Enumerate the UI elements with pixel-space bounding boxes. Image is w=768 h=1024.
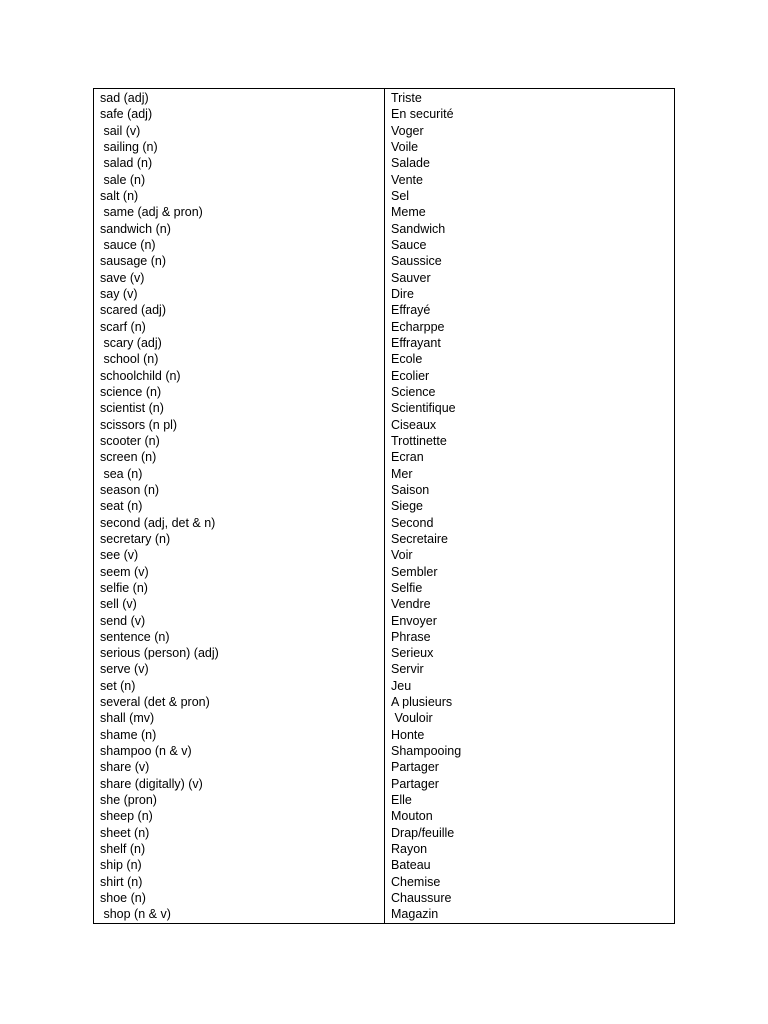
french-translation: Sandwich <box>391 221 446 236</box>
french-translation: Saussice <box>391 254 442 269</box>
english-term: share (v) <box>100 760 150 775</box>
french-translation: Phrase <box>391 629 431 644</box>
english-term: second (adj, det & n) <box>100 515 216 530</box>
french-translation: Serieux <box>391 646 434 661</box>
english-term: sandwich (n) <box>100 221 171 236</box>
french-translation: Siege <box>391 499 423 514</box>
english-term: sell (v) <box>100 597 137 612</box>
french-translation: Envoyer <box>391 613 437 628</box>
french-translation: Ciseaux <box>391 417 437 432</box>
french-translation: Jeu <box>391 678 412 693</box>
french-translation: Shampooing <box>391 744 462 759</box>
english-term: share (digitally) (v) <box>100 776 203 791</box>
english-term: say (v) <box>100 286 138 301</box>
french-translation: Science <box>391 384 436 399</box>
french-translation: Servir <box>391 662 424 677</box>
english-term: school (n) <box>100 352 159 367</box>
english-term: salt (n) <box>100 188 139 203</box>
french-column <box>385 89 674 923</box>
english-term: shelf (n) <box>100 842 146 857</box>
french-translation: Sel <box>391 188 410 203</box>
french-translation: Voir <box>391 548 413 563</box>
french-translation: Voile <box>391 139 419 154</box>
english-term: save (v) <box>100 270 145 285</box>
french-translation: Salade <box>391 156 430 171</box>
english-term: seem (v) <box>100 564 149 579</box>
english-term: sauce (n) <box>100 237 156 252</box>
english-term: scared (adj) <box>100 303 166 318</box>
english-term: sad (adj) <box>100 91 149 105</box>
french-translation: Selfie <box>391 580 423 595</box>
french-translation: Meme <box>391 205 426 220</box>
french-translation: Chemise <box>391 874 441 889</box>
english-term: sausage (n) <box>100 254 167 269</box>
english-term: see (v) <box>100 548 139 563</box>
french-translation: Dire <box>391 286 414 301</box>
english-term: several (det & pron) <box>100 695 210 710</box>
french-translation: Partager <box>391 760 439 775</box>
french-translation: Vente <box>391 172 423 187</box>
english-term: selfie (n) <box>100 580 148 595</box>
english-term: sail (v) <box>100 123 141 138</box>
english-term: sailing (n) <box>100 139 158 154</box>
english-term: sheep (n) <box>100 809 153 824</box>
french-translation: Bateau <box>391 858 431 873</box>
english-term: scooter (n) <box>100 433 160 448</box>
french-translation: Saison <box>391 482 430 497</box>
french-translation: Rayon <box>391 842 428 857</box>
english-term: sale (n) <box>100 172 146 187</box>
french-translation: En securité <box>391 107 454 122</box>
english-term: scary (adj) <box>100 335 162 350</box>
english-term: she (pron) <box>100 793 157 808</box>
english-term: safe (adj) <box>100 107 153 122</box>
french-translation: Mouton <box>391 809 433 824</box>
french-translation: Ecolier <box>391 368 430 383</box>
french-translation: Vouloir <box>391 711 433 726</box>
vocabulary-table <box>93 88 675 924</box>
english-term: same (adj & pron) <box>100 205 203 220</box>
french-translation: Second <box>391 515 434 530</box>
french-translation: Sembler <box>391 564 438 579</box>
english-term: ship (n) <box>100 858 142 873</box>
english-term: shoe (n) <box>100 891 146 906</box>
english-term: send (v) <box>100 613 146 628</box>
english-column <box>94 89 385 923</box>
french-translation: Trottinette <box>391 433 447 448</box>
english-term: schoolchild (n) <box>100 368 181 383</box>
english-term: sheet (n) <box>100 825 150 840</box>
french-translation: Elle <box>391 793 412 808</box>
english-term: sea (n) <box>100 466 143 481</box>
english-term: serious (person) (adj) <box>100 646 219 661</box>
english-term: sentence (n) <box>100 629 170 644</box>
french-translation: Honte <box>391 727 425 742</box>
french-translation: A plusieurs <box>391 695 453 710</box>
french-translation: Mer <box>391 466 413 481</box>
english-term: seat (n) <box>100 499 143 514</box>
french-translation: Sauce <box>391 237 427 252</box>
french-translation: Secretaire <box>391 531 448 546</box>
french-translation: Voger <box>391 123 424 138</box>
english-term: season (n) <box>100 482 160 497</box>
french-translation: Ecole <box>391 352 423 367</box>
english-term: scissors (n pl) <box>100 417 178 432</box>
english-term: shame (n) <box>100 727 157 742</box>
french-translation: Drap/feuille <box>391 825 455 840</box>
english-term: salad (n) <box>100 156 153 171</box>
english-term: secretary (n) <box>100 531 171 546</box>
english-term: shampoo (n & v) <box>100 744 192 759</box>
french-translation: Triste <box>391 91 422 105</box>
french-translation: Chaussure <box>391 891 452 906</box>
french-translation: Effrayant <box>391 335 441 350</box>
english-term: science (n) <box>100 384 162 399</box>
french-translation: Effrayé <box>391 303 431 318</box>
english-term: set (n) <box>100 678 136 693</box>
french-translation: Echarppe <box>391 319 445 334</box>
french-translation: Scientifique <box>391 401 456 416</box>
french-translation: Magazin <box>391 907 439 922</box>
english-term: shirt (n) <box>100 874 143 889</box>
french-translation: Sauver <box>391 270 431 285</box>
french-translation: Partager <box>391 776 439 791</box>
english-term: screen (n) <box>100 450 157 465</box>
english-term: shall (mv) <box>100 711 155 726</box>
english-term: shop (n & v) <box>100 907 171 922</box>
english-term: scarf (n) <box>100 319 146 334</box>
french-translation: Ecran <box>391 450 424 465</box>
french-translation: Vendre <box>391 597 431 612</box>
english-term: serve (v) <box>100 662 149 677</box>
english-term: scientist (n) <box>100 401 164 416</box>
